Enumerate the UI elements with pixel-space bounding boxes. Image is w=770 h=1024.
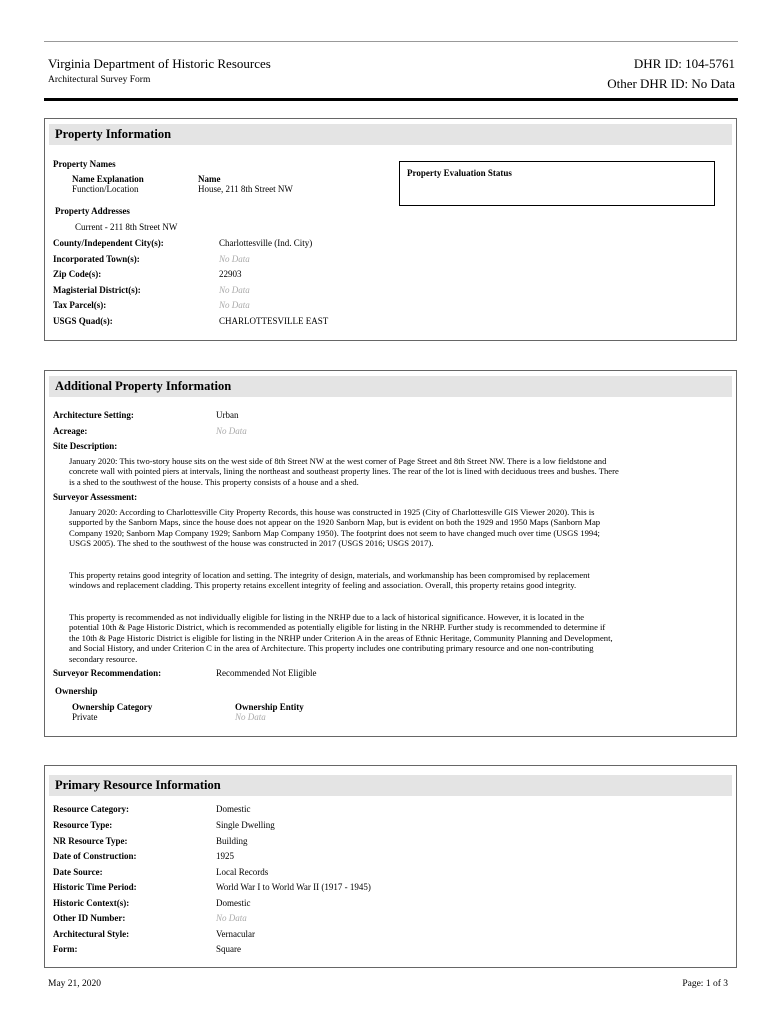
panel-title: Additional Property Information (49, 376, 732, 397)
ownership-category-value: Private (72, 712, 98, 722)
resource-type-value: Single Dwelling (216, 820, 275, 830)
historic-time-period-label: Historic Time Period: (53, 882, 137, 892)
top-rule (44, 41, 738, 42)
surveyor-recommendation-label: Surveyor Recommendation: (53, 668, 162, 678)
surveyor-recommendation-value: Recommended Not Eligible (216, 668, 317, 678)
org-name: Virginia Department of Historic Resources (48, 56, 271, 71)
assessment-paragraph-3: This property is recommended as not individually eligible for listing in the NRHP due to a lack of historical significance. However, it is located in the potential 10th & Page Historic District, which is recommended as potentially eligible for listing in the NRHP. Further study is recommended to determine if the 10th & Page Historic District is eligible for listing in the NRHP under Criterion A in the areas of Ethnic Heritage, Community Planning and Development, and Social History, and under Criterion C in the area of Architecture. This property includes one contributing primary resource and one non-contributing secondary resource. (69, 612, 613, 664)
site-description-text: January 2020: This two-story house sits on the west side of 8th Street NW at the west corner of Page Street and 8th Street NW. There is a low fieldstone and concrete wall with pointed piers at intervals, lining the northeast and southeast property lines. The rear of the lot is lined with deciduous trees and bushes. There is a shed to the southwest of the house. This property consists of a house and a shed. (69, 456, 619, 487)
resource-type-label: Resource Type: (53, 820, 113, 830)
resource-category-value: Domestic (216, 804, 251, 814)
page-number: Page: 1 of 3 (682, 979, 728, 989)
county-label: County/Independent City(s): (53, 238, 164, 248)
date-of-construction-value: 1925 (216, 851, 234, 861)
form-label: Form: (53, 944, 78, 954)
ownership-entity-header: Ownership Entity (235, 702, 304, 712)
property-names-label: Property Names (53, 159, 116, 169)
town-label: Incorporated Town(s): (53, 254, 140, 264)
county-value: Charlottesville (Ind. City) (219, 238, 313, 248)
usgs-quad-label: USGS Quad(s): (53, 316, 113, 326)
ownership-entity-value: No Data (235, 712, 266, 722)
town-value: No Data (219, 254, 250, 264)
date-source-value: Local Records (216, 867, 269, 877)
nr-resource-type-value: Building (216, 836, 248, 846)
primary-resource-information-panel (44, 765, 737, 968)
footer-date: May 21, 2020 (48, 979, 102, 989)
form-value: Square (216, 944, 241, 954)
architectural-style-label: Architectural Style: (53, 929, 130, 939)
name-header: Name (198, 174, 221, 184)
tax-parcel-value: No Data (219, 300, 250, 310)
magisterial-label: Magisterial District(s): (53, 285, 141, 295)
panel-title: Primary Resource Information (49, 775, 732, 796)
form-name: Architectural Survey Form (48, 75, 151, 85)
acreage-value: No Data (216, 426, 247, 436)
other-id-number-value: No Data (216, 913, 247, 923)
site-description-label: Site Description: (53, 441, 118, 451)
architecture-setting-value: Urban (216, 410, 239, 420)
other-id-number-label: Other ID Number: (53, 913, 126, 923)
historic-context-label: Historic Context(s): (53, 898, 130, 908)
zip-label: Zip Code(s): (53, 269, 102, 279)
tax-parcel-label: Tax Parcel(s): (53, 300, 107, 310)
name-explanation-header: Name Explanation (72, 174, 144, 184)
architectural-style-value: Vernacular (216, 929, 255, 939)
nr-resource-type-label: NR Resource Type: (53, 836, 128, 846)
resource-category-label: Resource Category: (53, 804, 130, 814)
usgs-quad-value: CHARLOTTESVILLE EAST (219, 316, 329, 326)
acreage-label: Acreage: (53, 426, 88, 436)
panel-title: Property Information (49, 124, 732, 145)
date-of-construction-label: Date of Construction: (53, 851, 137, 861)
assessment-paragraph-2: This property retains good integrity of location and setting. The integrity of design, materials, and workmanship has been compromised by replacement windows and replacement cladding. This property retains excellent integrity of feeling and association. Overall, this property retains good integrity. (69, 570, 590, 591)
historic-time-period-value: World War I to World War II (1917 - 1945) (216, 882, 371, 892)
historic-context-value: Domestic (216, 898, 251, 908)
property-addresses-label: Property Addresses (55, 206, 130, 216)
dhr-id: DHR ID: 104-5761 (633, 56, 735, 71)
name-value: House, 211 8th Street NW (198, 184, 293, 194)
magisterial-value: No Data (219, 285, 250, 295)
other-dhr-id: Other DHR ID: No Data (607, 76, 735, 91)
additional-property-information-panel (44, 370, 737, 737)
ownership-category-header: Ownership Category (72, 702, 153, 712)
date-source-label: Date Source: (53, 867, 103, 877)
assessment-paragraph-1: January 2020: According to Charlottesville City Property Records, this house was constructed in 1925 (City of Charlottesville GIS Viewer 2020). This is supported by the Sanborn Maps, since the house does not appear on the 1920 Sanborn Map, but is evident on both the 1929 and 1950 Maps (Sanborn Map Company 1920; Sanborn Map Company 1929; Sanborn Map Company 1950). The footprint does not seem to have changed much over time (USGS 1994; USGS 2005). The shed to the southwest of the house was constructed in 2017 (USGS 2016; USGS 2017). (69, 507, 601, 549)
header-rule (44, 98, 738, 101)
surveyor-assessment-label: Surveyor Assessment: (53, 492, 138, 502)
ownership-label: Ownership (55, 686, 98, 696)
address-value: Current - 211 8th Street NW (75, 222, 178, 232)
name-explanation-value: Function/Location (72, 184, 139, 194)
evaluation-status-box (399, 161, 715, 206)
zip-value: 22903 (219, 269, 242, 279)
property-information-panel (44, 118, 737, 341)
evaluation-status-label: Property Evaluation Status (407, 168, 512, 178)
architecture-setting-label: Architecture Setting: (53, 410, 134, 420)
